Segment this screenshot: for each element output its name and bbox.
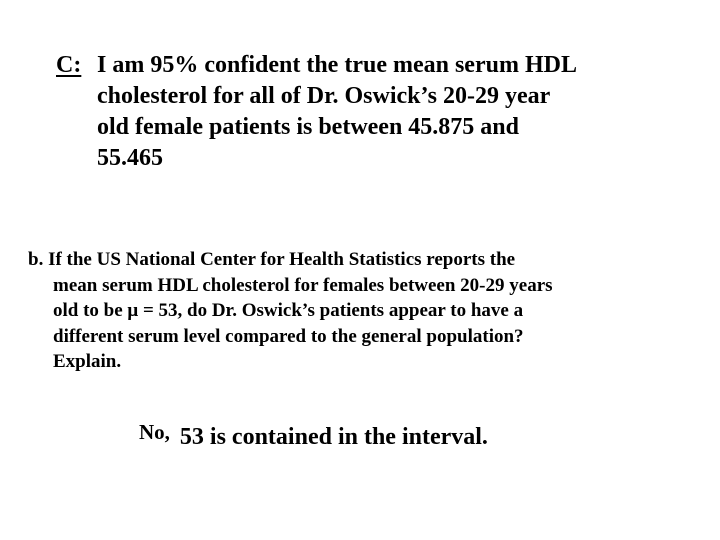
part-b-line: b. If the US National Center for Health Statistics reports the: [28, 249, 516, 270]
answer: [139, 420, 488, 451]
part-c-line: I am 95% confident the true mean serum HDL: [97, 52, 577, 78]
part-b-line: mean serum HDL cholesterol for females between 20-29 years: [53, 274, 553, 296]
part-c-line: old female patients is between 45.875 and: [97, 114, 519, 140]
answer-text: 53 is contained in the interval.: [179, 424, 488, 450]
part-c-text: [97, 50, 697, 174]
part-b-line: different serum level compared to the general population?: [53, 325, 524, 347]
part-b-line: old to be μ = 53, do Dr. Oswick’s patients appear to have a: [53, 300, 524, 321]
part-b-line: Explain.: [53, 351, 122, 372]
answer-lead: No,: [139, 420, 170, 444]
part-c-line: 55.465: [97, 145, 163, 171]
part-c-label: C:: [56, 52, 82, 78]
part-b-question: [28, 247, 708, 375]
part-c-line: cholesterol for all of Dr. Oswick’s 20-29 year: [97, 83, 551, 109]
